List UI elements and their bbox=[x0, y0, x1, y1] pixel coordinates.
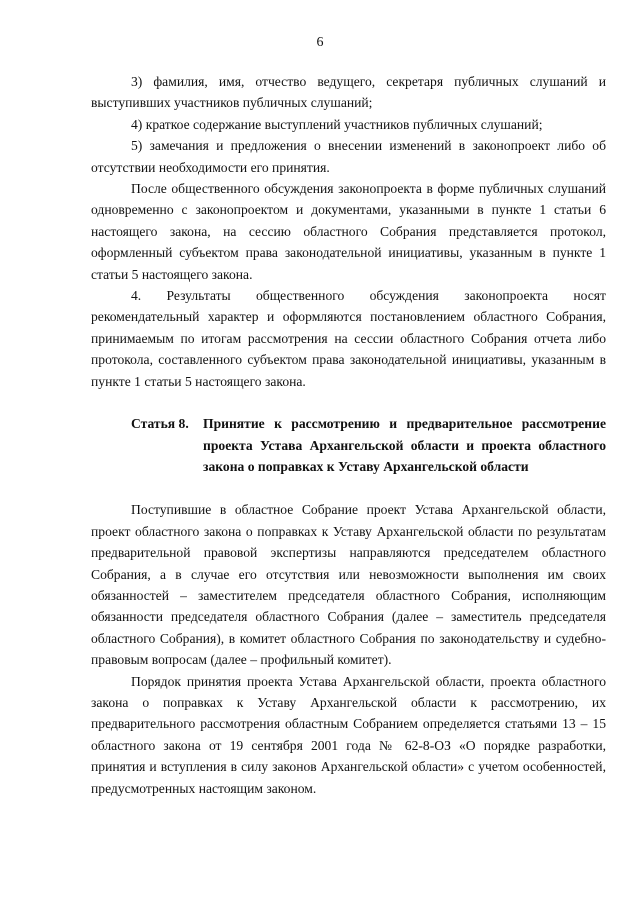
article-number: Статья 8. bbox=[131, 416, 189, 432]
paragraph-list-item-5: 5) замечания и предложения о внесении изменений в законопроект либо об отсутствии необходимости его принятия. bbox=[91, 138, 606, 175]
paragraph-article-8-first: Поступившие в областное Собрание проект Устава Архангельской области, проект областного закона о поправках к Уставу Архангельской области по результатам предварительной правовой экспертизы направляются председателем областного Собрания, а в случае его отсутствия или невозможности выполнения им своих обязанностей – заместителем председателя областного Собрания, исполняющим обязанности председателя областного Собрания (далее – заместитель председателя областного Собрания), в комитет областного Собрания по законодательству и судебно-правовым вопросам (далее – профильный комитет). bbox=[91, 502, 606, 668]
article-title: Принятие к рассмотрению и предварительное рассмотрение проекта Устава Архангельской области и проекта областного закона о поправках к Уставу Архангельской области bbox=[203, 416, 606, 474]
paragraph-article-8-second: Порядок принятия проекта Устава Архангельской области, проекта областного закона о поправках к Уставу Архангельской области к рассмотрению, их предварительного рассмотрения областным Собранием определяется статьями 13 – 15 областного закона от 19 сентября 2001 года № 62-8-ОЗ «О порядке разработки, принятия и вступления в силу законов Архангельской области» с учетом особенностей, предусмотренных настоящим законом. bbox=[91, 673, 606, 796]
article-heading bbox=[91, 413, 606, 477]
paragraph-protocol: После общественного обсуждения законопроекта в форме публичных слушаний одновременно с законопроектом и документами, указанными в пункте 1 статьи 6 настоящего закона, на сессию областного Собрания представляется протокол, оформленный субъектом права законодательной инициативы, указанным в пункте 1 статьи 5 настоящего закона. bbox=[91, 181, 606, 282]
paragraph-list-item-3: 3) фамилия, имя, отчество ведущего, секретаря публичных слушаний и выступивших участников публичных слушаний; bbox=[91, 74, 606, 111]
document-body bbox=[91, 71, 606, 799]
paragraph-list-item-4: 4) краткое содержание выступлений участников публичных слушаний; bbox=[131, 116, 543, 132]
page-number: 6 bbox=[316, 35, 324, 50]
paragraph-clause-4: 4. Результаты общественного обсуждения законопроекта носят рекомендательный характер и оформляются постановлением областного Собрания, принимаемым по итогам рассмотрения на сессии областного Собрания отчета либо протокола, составленного субъектом права законодательной инициативы, указанным в пункте 1 статьи 5 настоящего закона. bbox=[91, 288, 606, 389]
